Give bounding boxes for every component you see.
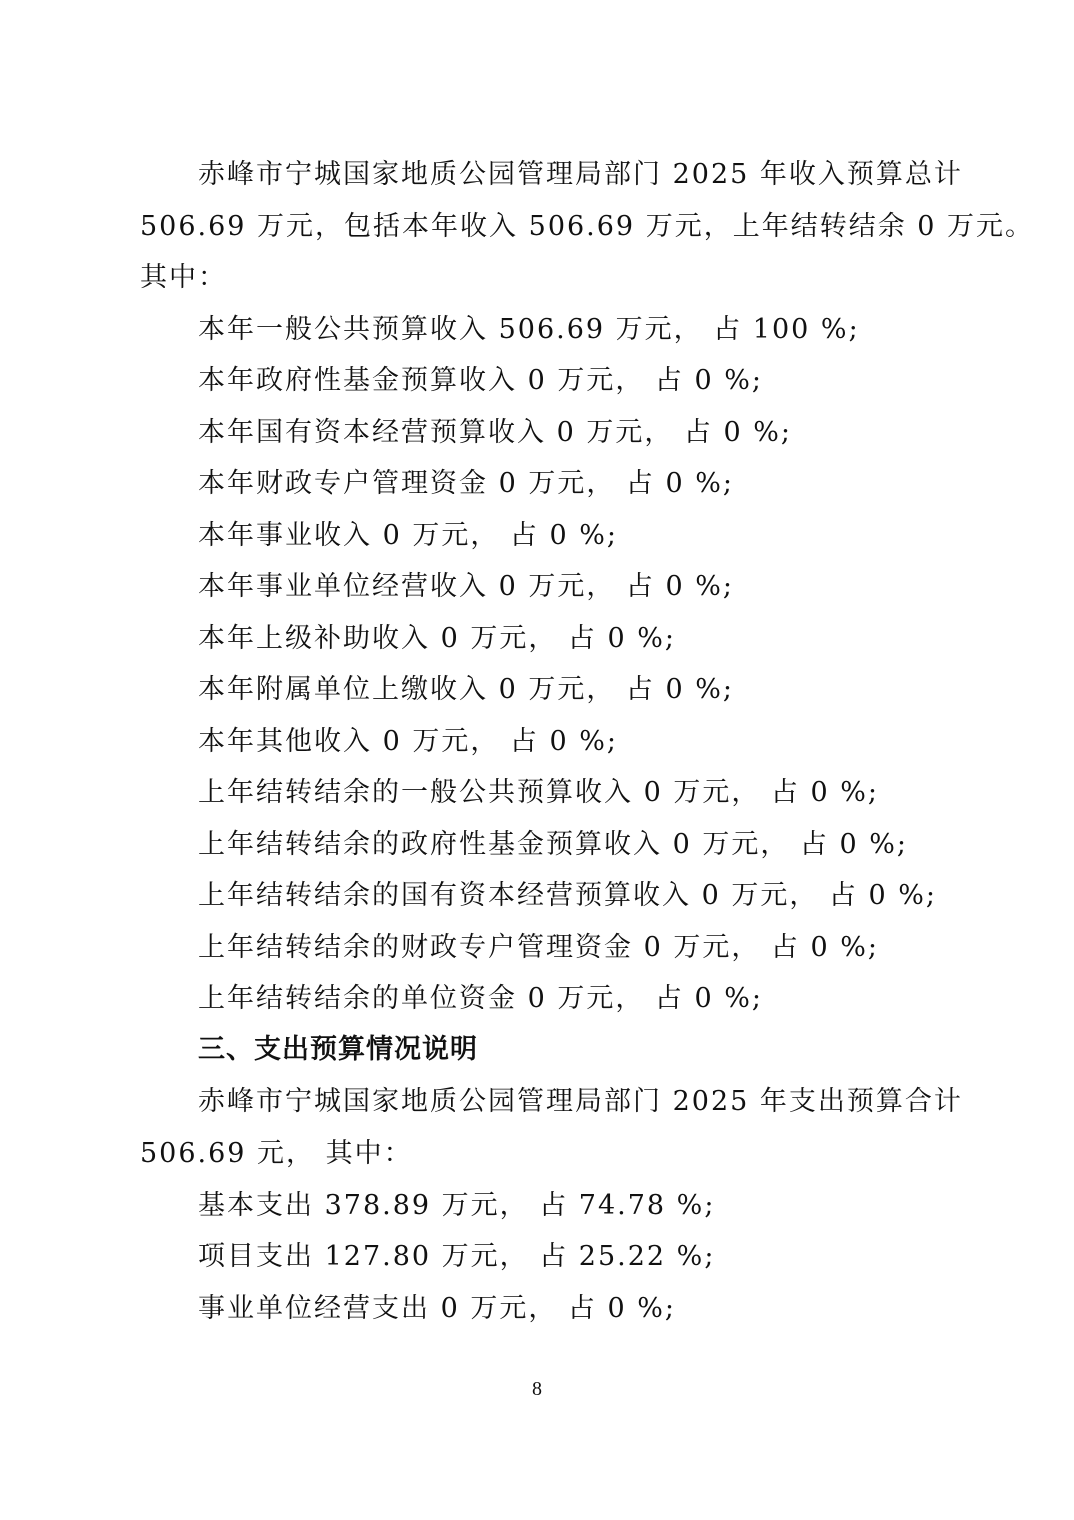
expense-item-basic: 基本支出 378.89 万元， 占 74.78 %;	[198, 1190, 716, 1221]
income-item-state-capital: 本年国有资本经营预算收入 0 万元， 占 0 %;	[198, 417, 793, 448]
expense-intro-line-2: 506.69 元， 其中：	[140, 1138, 413, 1169]
income-item-unit-operation: 本年事业单位经营收入 0 万元， 占 0 %;	[198, 571, 735, 602]
carryover-item-fiscal-account: 上年结转结余的财政专户管理资金 0 万元， 占 0 %;	[198, 932, 880, 963]
income-intro-line-1: 赤峰市宁城国家地质公园管理局部门 2025 年收入预算总计	[198, 159, 963, 190]
carryover-item-general-public: 上年结转结余的一般公共预算收入 0 万元， 占 0 %;	[198, 777, 880, 808]
page-number: 8	[532, 1378, 542, 1400]
expense-intro-line-1: 赤峰市宁城国家地质公园管理局部门 2025 年支出预算合计	[198, 1086, 963, 1117]
income-item-government-fund: 本年政府性基金预算收入 0 万元， 占 0 %;	[198, 365, 764, 396]
income-intro-line-3: 其中：	[140, 262, 227, 293]
income-item-general-public: 本年一般公共预算收入 506.69 万元， 占 100 %;	[198, 314, 860, 345]
income-item-other: 本年其他收入 0 万元， 占 0 %;	[198, 726, 619, 757]
carryover-item-unit-funds: 上年结转结余的单位资金 0 万元， 占 0 %;	[198, 983, 764, 1014]
income-item-superior-subsidy: 本年上级补助收入 0 万元， 占 0 %;	[198, 623, 677, 654]
income-item-fiscal-account: 本年财政专户管理资金 0 万元， 占 0 %;	[198, 468, 735, 499]
income-item-affiliated-unit: 本年附属单位上缴收入 0 万元， 占 0 %;	[198, 674, 735, 705]
section-heading-expense: 三、支出预算情况说明	[198, 1034, 478, 1065]
expense-item-project: 项目支出 127.80 万元， 占 25.22 %;	[198, 1241, 716, 1272]
carryover-item-state-capital: 上年结转结余的国有资本经营预算收入 0 万元， 占 0 %;	[198, 880, 938, 911]
income-item-business: 本年事业收入 0 万元， 占 0 %;	[198, 520, 619, 551]
carryover-item-government-fund: 上年结转结余的政府性基金预算收入 0 万元， 占 0 %;	[198, 829, 909, 860]
expense-item-unit-operation: 事业单位经营支出 0 万元， 占 0 %;	[198, 1293, 677, 1324]
income-intro-line-2: 506.69 万元，包括本年收入 506.69 万元，上年结转结余 0 万元。	[140, 211, 1035, 242]
